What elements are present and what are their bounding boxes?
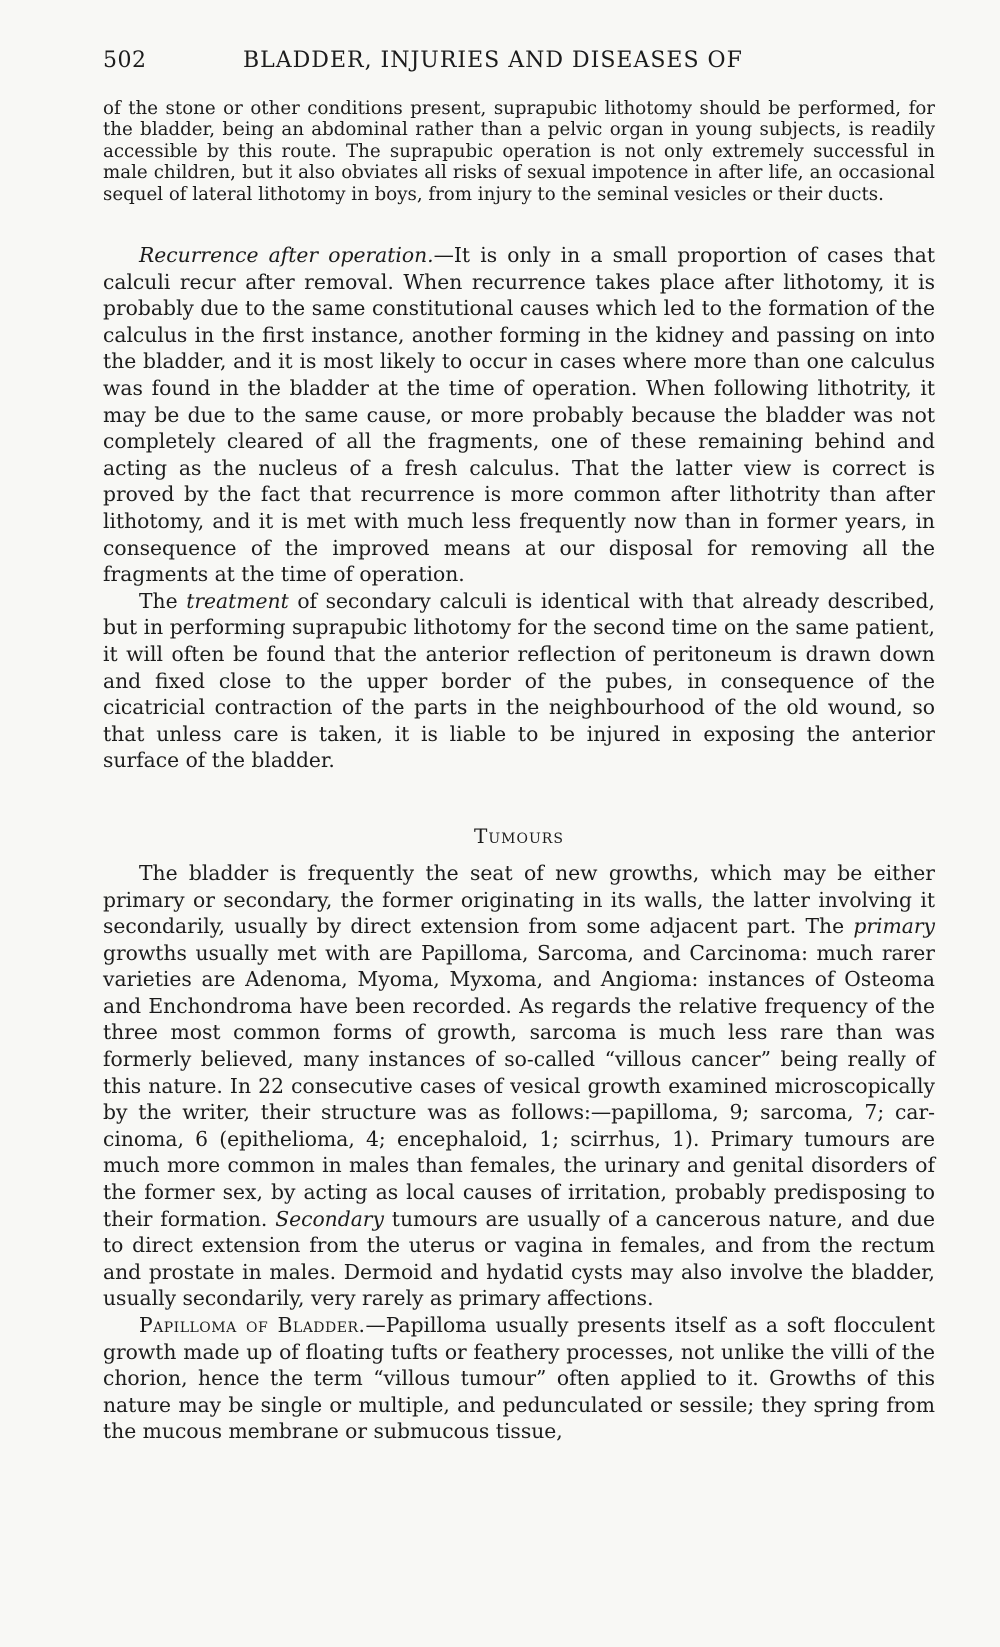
tumours-emphasis-secondary: Secondary <box>275 1206 384 1231</box>
tumours-text-2: growths usually met with are Papilloma, Sarcoma, and Carcinoma: much rarer varieties are Adenoma, Myoma, Myxoma, and Angioma: instances of Osteoma and Enchondroma have been recorded. As regards the relative frequency of the three most common forms of growth, sarcoma is much less rare than was formerly believed, many instances of so-called “villous cancer” being really of this nature. In 22 consecutive cases of vesical growth examined microscopically by the writer, their structure was as follows:—papilloma, 9; sarcoma, 7; carcinoma, 6 (epithelioma, 4; encephaloid, 1; scirrhus, 1). Primary tumours are much more common in males than females, the urinary and genital disorders of the former sex, by acting as local causes of irritation, probably predisposing to their formation. <box>103 940 935 1231</box>
papilloma-heading: Papilloma of Bladder. <box>139 1313 366 1337</box>
recurrence-heading: Recurrence after operation. <box>139 243 434 268</box>
papilloma-paragraph <box>103 1312 935 1445</box>
treatment-emphasis: treatment <box>186 588 289 613</box>
page-content <box>103 48 935 1445</box>
papilloma-text: —Papilloma usually presents itself as a soft flocculent growth made up of floating tufts or feathery processes, not unlike the villi of the chorion, hence the term “villous tumour” often applied to it. Growths of this nature may be single or multiple, and pedunculated or sessile; they spring from the mucous membrane or submucous tissue, <box>103 1313 935 1444</box>
section-heading-tumours: Tumours <box>474 823 564 848</box>
treatment-text: of secondary calculi is identical with that already described, but in performing suprapubic lithotomy for the second time on the same patient, it will often be found that the anterior reflection of peritoneum is drawn down and fixed close to the upper border of the pubes, in consequence of the cicatricial contraction of the parts in the neighbourhood of the old wound, so that unless care is taken, it is liable to be injured in exposing the anterior surface of the bladder. <box>103 588 935 773</box>
intro-paragraph: of the stone or other conditions present, suprapubic lithotomy should be performed, for the bladder, being an abdominal rather than a pelvic organ in young subjects, is readily accessible by this route. The suprapubic operation is not only extremely successful in male children, but it also obviates all risks of sexual impotence in after life, an occasional sequel of lateral lithotomy in boys, from injury to the seminal vesicles or their ducts. <box>103 98 935 205</box>
tumours-text-1: The bladder is frequently the seat of new growths, which may be either primary or secondary, the former originating in its walls, the latter involving it secondarily, usually by direct extension from some adjacent part. The <box>103 860 935 939</box>
running-title: BLADDER, INJURIES AND DISEASES OF <box>243 48 743 73</box>
tumours-text-3: tumours are usually of a cancerous nature, and due to direct extension from the uterus or vagina in females, and from the rectum and prostate in males. Dermoid and hydatid cysts may also involve the bladder, usually secondarily, very rarely as primary affections. <box>103 1206 935 1311</box>
recurrence-text: —It is only in a small proportion of cases that calculi recur after removal. When recurrence takes place after lithotomy, it is probably due to the same constitutional causes which led to the formation of the calculus in the first instance, another forming in the kidney and passing on into the bladder, and it is most likely to occur in cases where more than one calculus was found in the bladder at the time of operation. When following lithotrity, it may be due to the same cause, or more probably because the bladder was not completely cleared of all the fragments, one of these remaining behind and acting as the nucleus of a fresh calculus. That the latter view is correct is proved by the fact that recurrence is more common after lithotrity than after lithotomy, and it is met with much less frequently now than in former years, in consequence of the improved means at our disposal for removing all the fragments at the time of operation. <box>103 243 936 587</box>
treatment-prefix: The <box>139 588 187 613</box>
recurrence-paragraph <box>103 242 935 588</box>
running-head <box>103 48 935 84</box>
tumours-paragraph <box>103 860 935 1312</box>
treatment-paragraph <box>103 588 935 774</box>
page-number: 502 <box>103 48 147 73</box>
tumours-emphasis-primary: primary <box>853 914 935 939</box>
